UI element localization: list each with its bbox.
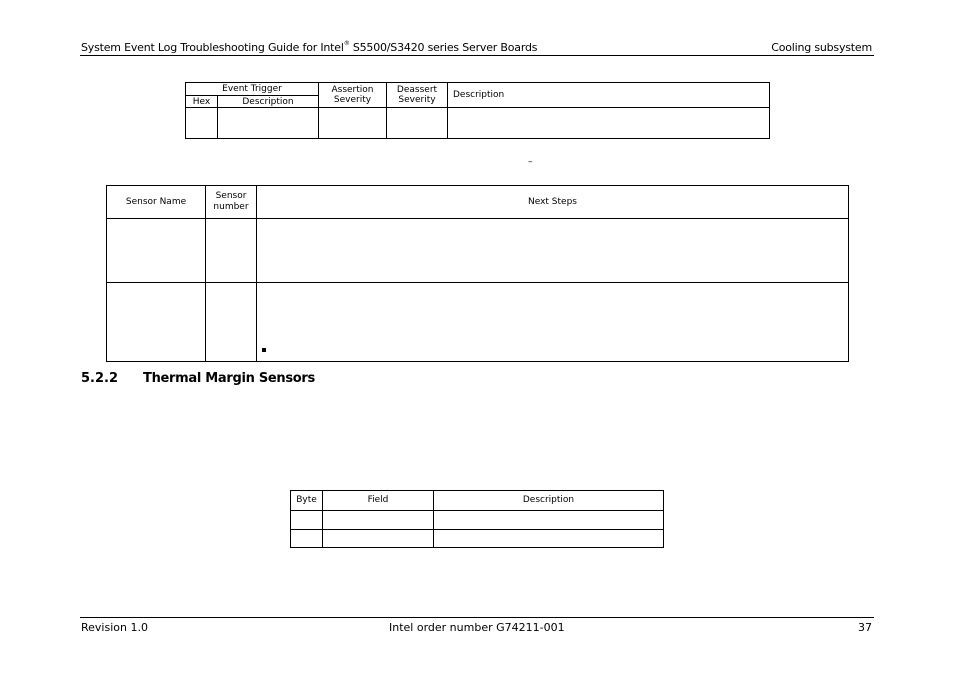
footer-rule bbox=[80, 617, 874, 618]
table-cell bbox=[434, 530, 664, 548]
hex-header: Hex bbox=[186, 96, 218, 108]
header-title-prefix: System Event Log Troubleshooting Guide for Intel bbox=[81, 41, 344, 54]
section-title: Thermal Margin Sensors bbox=[143, 371, 315, 386]
footer-page-number: 37 bbox=[858, 621, 872, 634]
table-cell bbox=[218, 108, 319, 139]
table-header-row bbox=[291, 491, 664, 511]
table-cell bbox=[257, 219, 849, 283]
deassert-severity-header: Deassert Severity bbox=[387, 83, 448, 108]
table-row bbox=[291, 511, 664, 530]
table-row bbox=[291, 530, 664, 548]
table-cell bbox=[107, 283, 206, 362]
byte-header: Byte bbox=[291, 491, 323, 511]
next-steps-table bbox=[106, 185, 849, 362]
table-cell bbox=[107, 219, 206, 283]
page-header-chapter: Cooling subsystem bbox=[771, 41, 872, 54]
table-cell bbox=[206, 219, 257, 283]
table-header-row bbox=[186, 83, 770, 96]
table-cell bbox=[319, 108, 387, 139]
table-cell bbox=[291, 511, 323, 530]
table-row bbox=[107, 219, 849, 283]
sensor-number-header: Sensor number bbox=[206, 186, 257, 219]
table-header-row bbox=[107, 186, 849, 219]
footer-order-number: Intel order number G74211-001 bbox=[389, 621, 565, 634]
sensor-name-header: Sensor Name bbox=[107, 186, 206, 219]
table-row bbox=[107, 283, 849, 362]
description-header: Description bbox=[448, 83, 770, 108]
assertion-severity-header: Assertion Severity bbox=[319, 83, 387, 108]
table-cell bbox=[206, 283, 257, 362]
table-cell bbox=[448, 108, 770, 139]
event-trigger-header: Event Trigger bbox=[186, 83, 319, 96]
description-header: Description bbox=[434, 491, 664, 511]
header-title-suffix: S5500/S3420 series Server Boards bbox=[349, 41, 538, 54]
table-row bbox=[186, 108, 770, 139]
footer-revision: Revision 1.0 bbox=[81, 621, 148, 634]
event-trigger-table bbox=[185, 82, 770, 139]
table-cell bbox=[434, 511, 664, 530]
bullet-icon bbox=[262, 348, 266, 352]
table-cell bbox=[323, 511, 434, 530]
registered-mark: ® bbox=[343, 40, 350, 47]
field-header: Field bbox=[323, 491, 434, 511]
table-cell bbox=[291, 530, 323, 548]
table-cell bbox=[323, 530, 434, 548]
table-cell bbox=[186, 108, 218, 139]
section-number: 5.2.2 bbox=[81, 371, 119, 386]
byte-field-table bbox=[290, 490, 664, 548]
caption-dash: – bbox=[528, 157, 533, 167]
table-cell bbox=[257, 283, 849, 362]
next-steps-header: Next Steps bbox=[257, 186, 849, 219]
trigger-description-header: Description bbox=[218, 96, 319, 108]
page-header-title bbox=[81, 41, 537, 54]
header-rule bbox=[80, 55, 874, 56]
table-cell bbox=[387, 108, 448, 139]
